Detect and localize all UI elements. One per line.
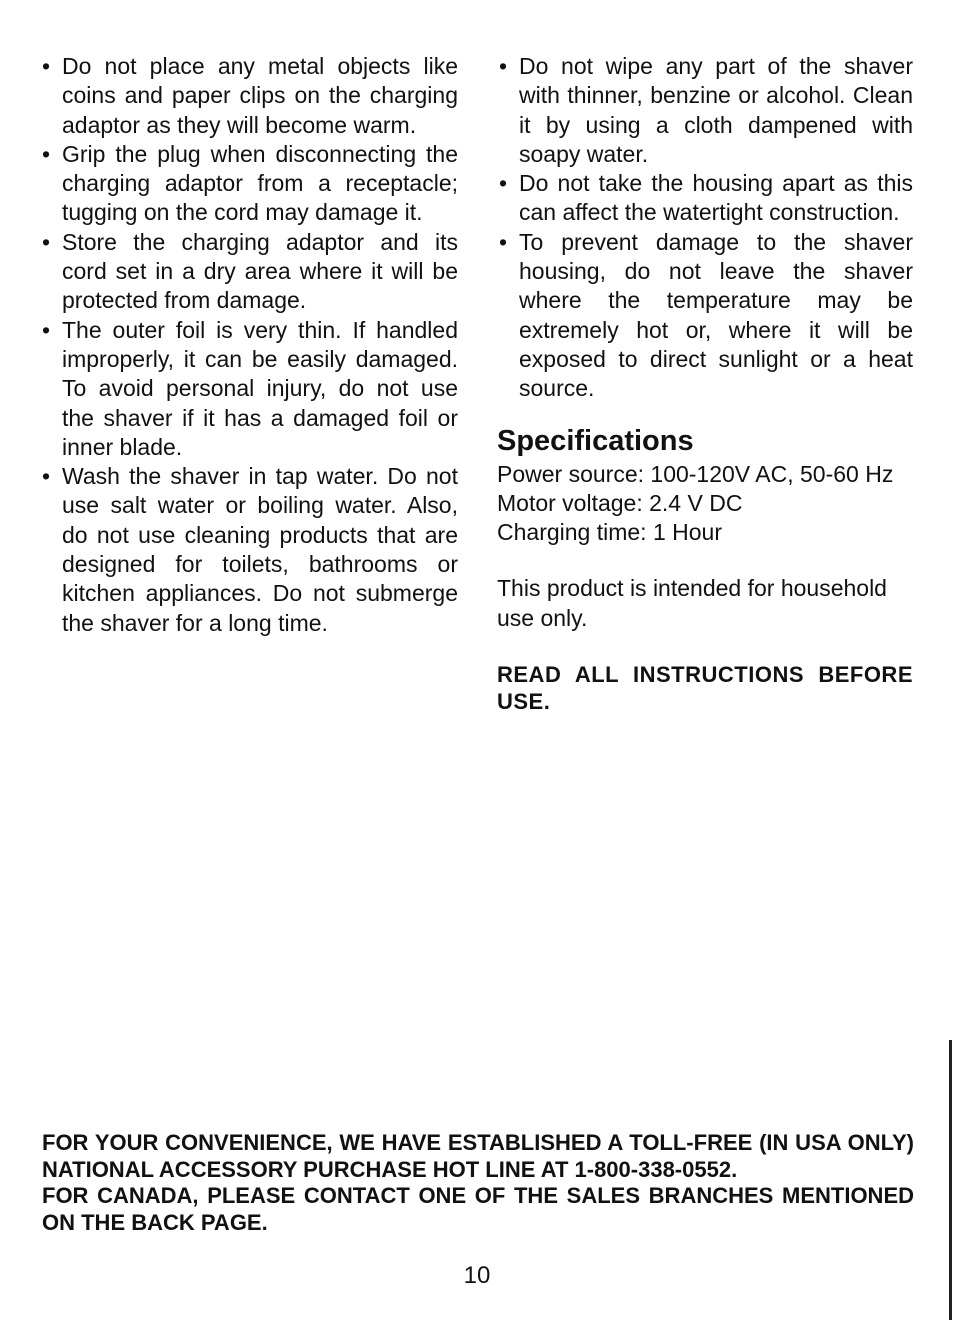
right-column xyxy=(497,52,913,715)
list-item: • Do not wipe any part of the shaver with thinner, benzine or alcohol. Clean it by using a cloth dampened with soapy water. xyxy=(497,52,913,169)
read-instructions-notice: READ ALL INSTRUCTIONS BEFORE USE. xyxy=(497,662,913,715)
list-item: • To prevent damage to the shaver housing, do not leave the shaver where the temperature may be extremely hot or, where it will be exposed to direct sunlight or a heat source. xyxy=(497,228,913,404)
footer-notice xyxy=(42,1130,914,1236)
left-column xyxy=(40,52,458,638)
list-item: • The outer foil is very thin. If handled improperly, it can be easily damaged. To avoid personal injury, do not use the shaver if it has a damaged foil or inner blade. xyxy=(40,316,458,462)
list-item: • Grip the plug when disconnecting the charging adaptor from a receptacle; tugging on the cord may damage it. xyxy=(40,140,458,228)
list-item: • Do not place any metal objects like coins and paper clips on the charging adaptor as they will become warm. xyxy=(40,52,458,140)
spec-charging-time: Charging time: 1 Hour xyxy=(497,519,722,546)
list-item: • Do not take the housing apart as this can affect the watertight construction. xyxy=(497,169,913,228)
safety-list-right xyxy=(497,52,913,404)
spec-motor-voltage: Motor voltage: 2.4 V DC xyxy=(497,489,743,516)
spec-power-source: Power source: 100-120V AC, 50-60 Hz xyxy=(497,460,894,487)
list-item: • Store the charging adaptor and its cord set in a dry area where it will be protected from damage. xyxy=(40,228,458,316)
scan-edge-mark xyxy=(949,1040,952,1320)
hotline-notice: FOR YOUR CONVENIENCE, WE HAVE ESTABLISHED A TOLL-FREE (IN USA ONLY) NATIONAL ACCESSORY PURCHASE HOT LINE AT 1-800-338-0552. xyxy=(42,1130,914,1182)
canada-notice: FOR CANADA, PLEASE CONTACT ONE OF THE SALES BRANCHES MENTIONED ON THE BACK PAGE. xyxy=(42,1183,914,1235)
list-item: • Wash the shaver in tap water. Do not use salt water or boiling water. Also, do not use cleaning products that are designed for toilets, bathrooms or kitchen appliances. Do not submerge the shaver for a long time. xyxy=(40,462,458,638)
page-number: 10 xyxy=(463,1262,491,1289)
household-use-note: This product is intended for household use only. xyxy=(497,575,887,631)
safety-list-left xyxy=(40,52,458,638)
specifications-heading: Specifications xyxy=(497,424,694,457)
